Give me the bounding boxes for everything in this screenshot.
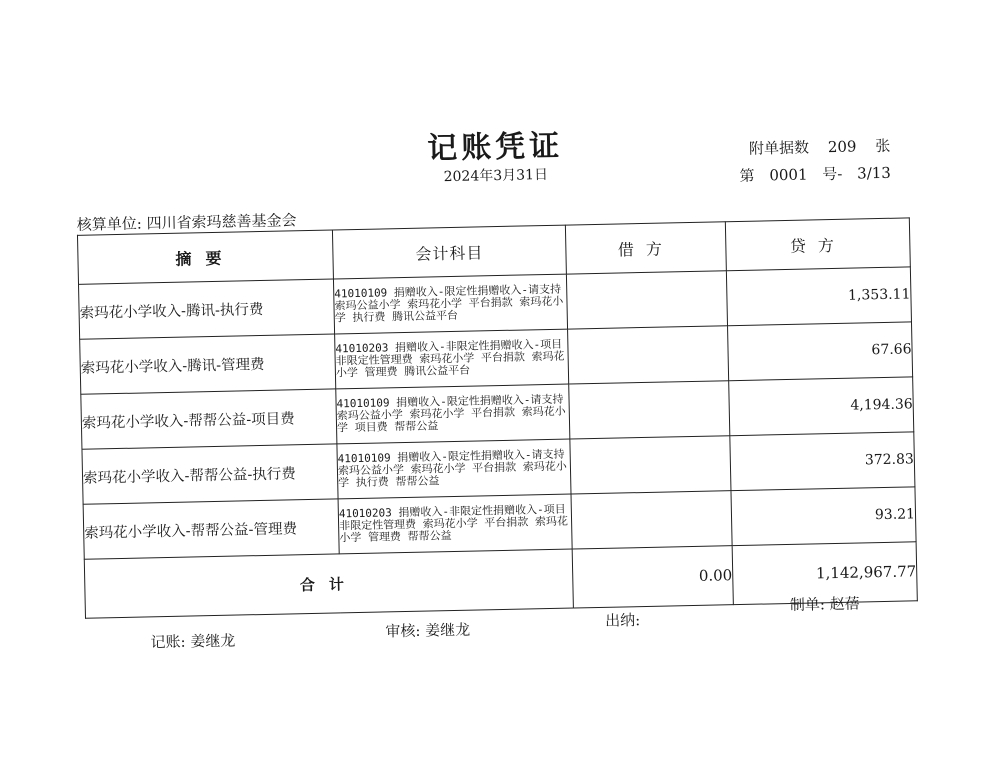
voucher-date: 2024年3月31日: [443, 166, 549, 186]
row-summary: 索玛花小学收入-帮帮公益-项目费: [81, 389, 337, 449]
row-credit: 4,194.36: [729, 377, 914, 436]
unit-label: 核算单位:: [76, 214, 142, 234]
row-debit: [566, 271, 727, 329]
row-account: 41010109 捐赠收入-限定性捐赠收入-请支持索玛公益小学 索玛花小学 平台捐款 索玛花小学 执行费 腾讯公益平台: [333, 274, 567, 334]
cashier-signature: 出纳:: [604, 611, 641, 630]
voucher-mark: 号-: [822, 164, 843, 184]
row-debit: [569, 381, 730, 439]
attachment-unit: 张: [875, 136, 891, 156]
total-credit: 1,142,967.77: [732, 542, 917, 605]
voucher-number: [739, 162, 891, 186]
row-credit: 372.83: [730, 432, 915, 491]
unit-name: 四川省索玛慈善基金会: [146, 211, 297, 233]
voucher-page: 3/13: [856, 163, 892, 183]
attachment-label: 附单据数: [748, 138, 810, 158]
row-summary: 索玛花小学收入-腾讯-管理费: [80, 334, 336, 394]
row-summary: 索玛花小学收入-腾讯-执行费: [79, 279, 335, 339]
total-label: 合计: [84, 549, 573, 618]
bookkeeper-signature: 记账: 姜继龙: [150, 631, 236, 652]
row-debit: [568, 326, 729, 384]
header-debit: 借方: [565, 222, 726, 274]
document-title: 记账凭证: [426, 128, 564, 167]
row-credit: 1,353.11: [726, 267, 911, 326]
row-debit: [571, 491, 732, 549]
header-account: 会计科目: [332, 225, 566, 279]
row-credit: 93.21: [731, 487, 916, 546]
header-credit: 贷方: [725, 218, 910, 271]
row-summary: 索玛花小学收入-帮帮公益-执行费: [82, 444, 338, 504]
row-account: 41010109 捐赠收入-限定性捐赠收入-请支持索玛公益小学 索玛花小学 平台捐款 索玛花小学 项目费 帮帮公益: [336, 384, 570, 444]
row-account: 41010203 捐赠收入-非限定性捐赠收入-项目非限定性管理费 索玛花小学 平台捐款 索玛花小学 管理费 腾讯公益平台: [335, 329, 569, 389]
voucher-prefix: 第: [739, 166, 755, 185]
attachment-count: [749, 135, 891, 159]
attachment-number: 209: [827, 137, 857, 157]
row-debit: [570, 436, 731, 494]
row-account: 41010109 捐赠收入-限定性捐赠收入-请支持索玛公益小学 索玛花小学 平台捐款 索玛花小学 执行费 帮帮公益: [337, 439, 571, 499]
voucher-number-value: 0001: [769, 165, 808, 185]
voucher-table: [77, 217, 918, 618]
preparer-signature: 制单: 赵蓓: [789, 594, 860, 614]
row-summary: 索玛花小学收入-帮帮公益-管理费: [83, 499, 339, 559]
header-summary: 摘要: [77, 230, 333, 284]
reviewer-signature: 审核: 姜继龙: [385, 620, 471, 641]
row-credit: 67.66: [728, 322, 913, 381]
total-debit: 0.00: [572, 546, 733, 608]
row-account: 41010203 捐赠收入-非限定性捐赠收入-项目非限定性管理费 索玛花小学 平台捐款 索玛花小学 管理费 帮帮公益: [338, 494, 572, 554]
